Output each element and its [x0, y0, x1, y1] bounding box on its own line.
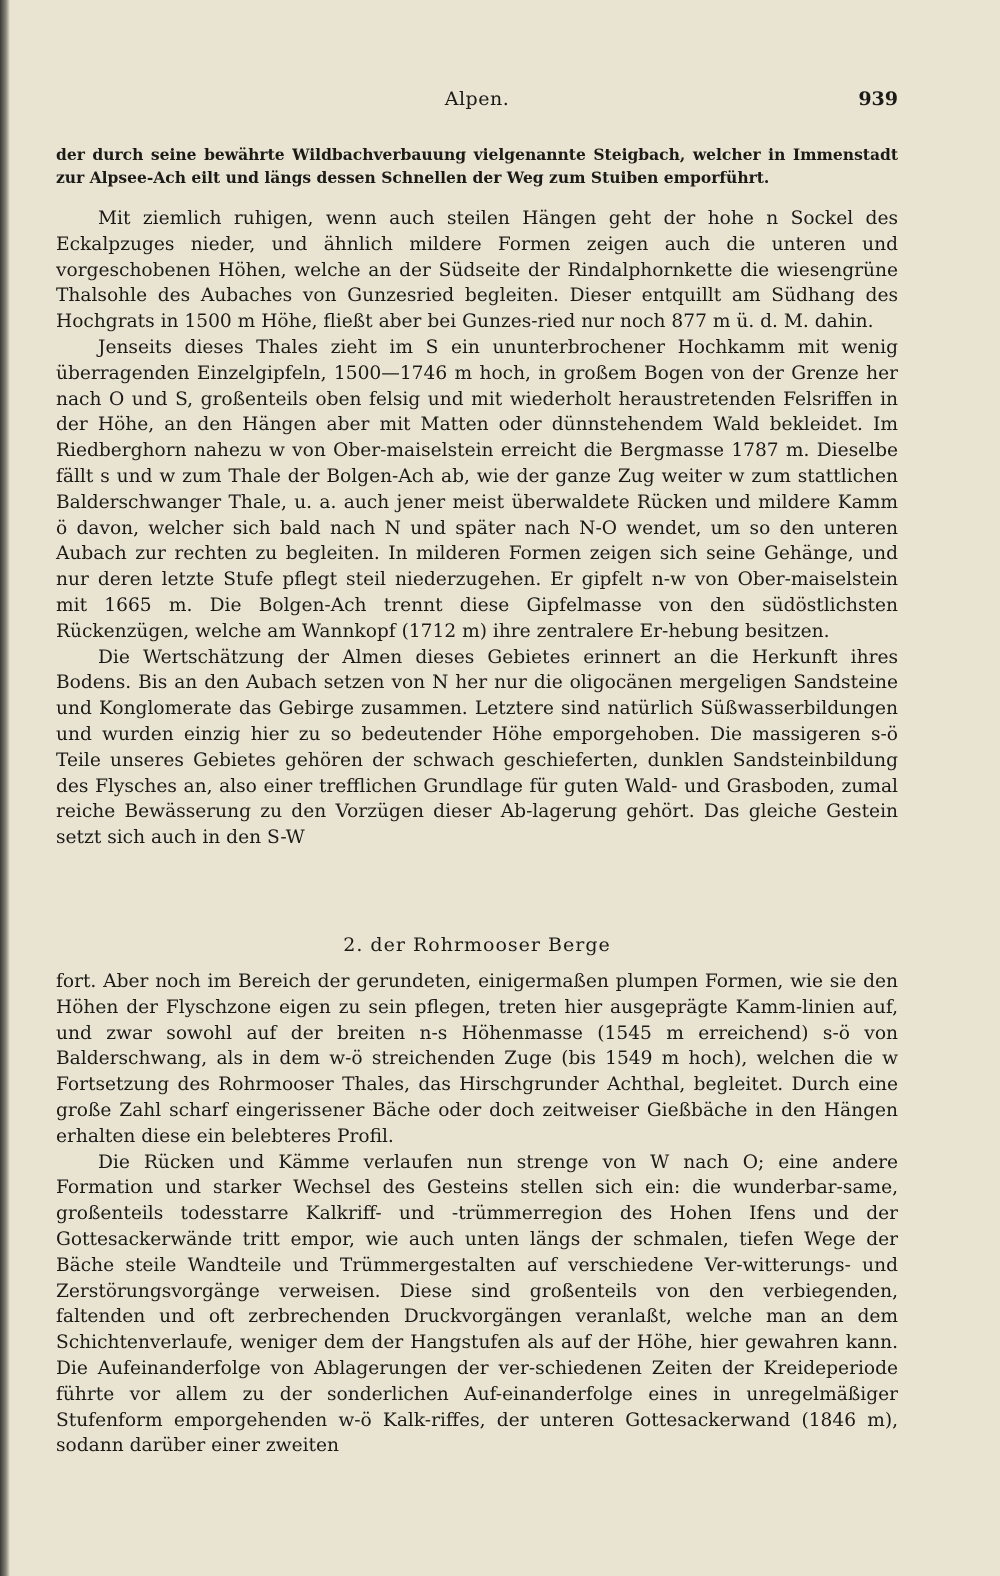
book-page: [56, 0, 898, 1576]
book-spine-shadow: [0, 0, 10, 1576]
page-number: 939: [858, 88, 898, 110]
paragraph: fort. Aber noch im Bereich der gerundeten, einigermaßen plumpen Formen, wie sie den Höhen der Flyschzone eigen zu sein pflegen, treten hier ausgeprägte Kamm-linien auf, und zwar sowohl auf der breiten n-s Höhenmasse (1545 m erreichend) s-ö von Balderschwang, als in dem w-ö streichenden Zuge (bis 1549 m hoch), welchen die w Fortsetzung des Rohrmooser Thales, das Hirschgrunder Achthal, begleitet. Durch eine große Zahl scharf eingerissener Bäche oder doch zeitweiser Gießbäche in den Hängen erhalten diese ein belebteres Profil.: [56, 971, 898, 1147]
continued-text-block: [56, 969, 898, 1459]
intro-paragraph: der durch seine bewährte Wildbachverbauung vielgenannte Steigbach, welcher in Immenstadt zur Alpsee-Ach eilt und längs dessen Schnellen der Weg zum Stuiben emporführt.: [56, 145, 898, 187]
paragraph: Jenseits dieses Thales zieht im S ein ununterbrochener Hochkamm mit wenig überragenden Einzelgipfeln, 1500—1746 m hoch, in großem Bogen von der Grenze her nach O und S, großenteils oben felsig und mit wiederholt heraustretenden Felsriffen in der Höhe, an den Hängen aber mit Matten oder dünnstehendem Wald bekleidet. Im Riedberghorn nahezu w von Ober-maiselstein erreicht die Bergmasse 1787 m. Dieselbe fällt s und w zum Thale der Bolgen-Ach ab, wie der ganze Zug weiter w zum stattlichen Balderschwanger Thale, u. a. auch jener meist überwaldete Rücken und mildere Kamm ö davon, welcher sich bald nach N und später nach N-O wendet, um so den unteren Aubach zur rechten zu begleiten. In milderen Formen zeigen sich seine Gehänge, und nur deren letzte Stufe pflegt steil niederzugehen. Er gipfelt n-w von Ober-maiselstein mit 1665 m. Die Bolgen-Ach trennt diese Gipfelmasse von den südöstlichsten Rückenzügen, welche am Wannkopf (1712 m) ihre zentralere Er-hebung besitzen.: [56, 336, 898, 642]
main-text-block: [56, 206, 898, 851]
paragraph: Die Rücken und Kämme verlaufen nun strenge von W nach O; eine andere Formation und starker Wechsel des Gesteins stellen sich ein: die wunderbar-same, großenteils todesstarre Kalkriff- und -trümmerregion des Hohen Ifens und der Gottesackerwände tritt empor, wie auch unten längs der schmalen, tiefen Wege der Bäche steile Wandteile und Trümmergestalten auf verschiedene Ver-witterungs- und Zerstörungsvorgänge verweisen. Diese sind großenteils von den verbiegenden, faltenden und oft zerbrechenden Druckvorgängen veranlaßt, welche man an dem Schichtenverlaufe, weniger dem der Hangstufen als auf der Höhe, hier gewahren kann. Die Aufeinanderfolge von Ablagerungen der ver-schiedenen Zeiten der Kreideperiode führte vor allem zu der sonderlichen Auf-einanderfolge eines in unregelmäßiger Stufenform emporgehenden w-ö Kalk-riffes, der unteren Gottesackerwand (1846 m), sodann darüber einer zweiten: [56, 1151, 898, 1457]
page-header: [56, 88, 898, 116]
paragraph: Mit ziemlich ruhigen, wenn auch steilen Hängen geht der hohe n Sockel des Eckalpzuges nieder, und ähnlich mildere Formen zeigen auch die unteren und vorgeschobenen Höhen, welche an der Südseite der Rindalphornkette die wiesengrüne Thalsohle des Aubaches von Gunzesried begleiten. Dieser entquillt am Südhang des Hochgrats in 1500 m Höhe, fließt aber bei Gunzes-ried nur noch 877 m ü. d. M. dahin.: [56, 208, 898, 333]
section-heading: 2. der Rohrmooser Berge: [343, 934, 611, 956]
running-head: Alpen.: [444, 88, 510, 110]
paragraph: Die Wertschätzung der Almen dieses Gebietes erinnert an die Herkunft ihres Bodens. Bis an den Aubach setzen von N her nur die oligocänen mergeligen Sandsteine und Konglomerate das Gebirge zusammen. Letztere sind natürlich Süßwasserbildungen und wurden einzig hier zu so bedeutender Höhe emporgehoben. Die massigeren s-ö Teile unseres Gebietes gehören der schwach geschieferten, dunklen Sandsteinbildung des Flysches an, also einer trefflichen Grundlage für guten Wald- und Grasboden, zumal reiche Bewässerung zu den Vorzügen dieser Ab-lagerung gehört. Das gleiche Gestein setzt sich auch in den S-W: [56, 646, 898, 849]
